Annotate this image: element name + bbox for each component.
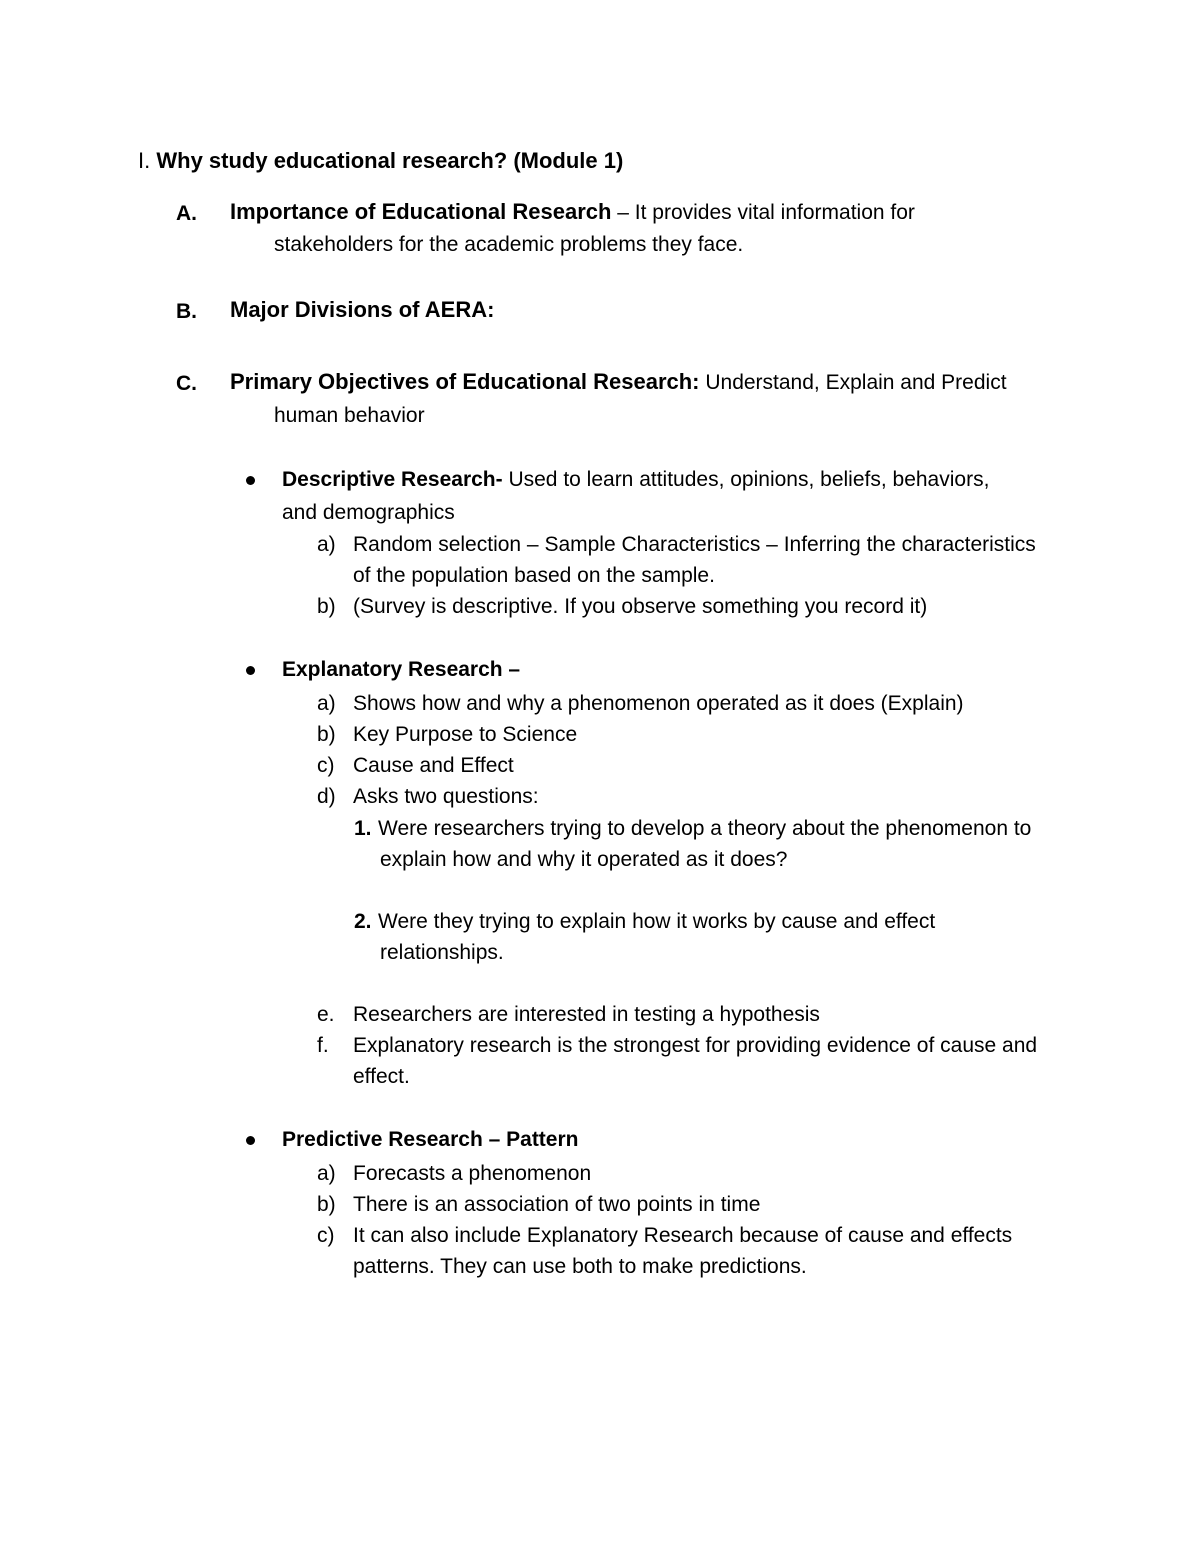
descriptive-item-a-line1: Random selection – Sample Characteristics – Inferring the characteristics	[353, 533, 1036, 556]
explanatory-item-f-line1: Explanatory research is the strongest for providing evidence of cause and	[353, 1034, 1038, 1057]
heading	[138, 150, 623, 172]
predictive-item-b-text: There is an association of two points in time	[353, 1193, 761, 1216]
heading-prefix: I.	[138, 148, 151, 173]
section-c-line1	[230, 371, 1007, 393]
section-a-marker: A.	[176, 202, 197, 225]
question-2-line2: relationships.	[380, 941, 504, 964]
explanatory-item-b-marker: b)	[317, 723, 336, 746]
section-a-title: Importance of Educational Research	[230, 199, 612, 224]
section-c-title: Primary Objectives of Educational Research:	[230, 369, 700, 394]
descriptive-text: Used to learn attitudes, opinions, beliefs, behaviors,	[502, 468, 990, 491]
section-c-marker: C.	[176, 372, 197, 395]
predictive-item-a-marker: a)	[317, 1162, 336, 1185]
explanatory-item-b-text: Key Purpose to Science	[353, 723, 578, 746]
explanatory-item-c-text: Cause and Effect	[353, 754, 514, 777]
predictive-item-c-line2: patterns. They can use both to make predictions.	[353, 1255, 807, 1278]
descriptive-title: Descriptive Research-	[282, 468, 503, 491]
explanatory-title: Explanatory Research –	[282, 658, 521, 681]
descriptive-line1	[282, 469, 989, 490]
explanatory-item-a-text: Shows how and why a phenomenon operated as it does (Explain)	[353, 692, 964, 715]
predictive-item-b-marker: b)	[317, 1193, 336, 1216]
predictive-title: Predictive Research – Pattern	[282, 1128, 579, 1151]
explanatory-item-a-marker: a)	[317, 692, 336, 715]
explanatory-item-d-text: Asks two questions:	[353, 785, 539, 808]
explanatory-item-c-marker: c)	[317, 754, 335, 777]
bullet-icon	[246, 666, 255, 675]
section-b-marker: B.	[176, 300, 197, 323]
section-c-text: Understand, Explain and Predict	[699, 371, 1007, 394]
question-1-line1: Were researchers trying to develop a theory about the phenomenon to	[378, 817, 1032, 840]
predictive-item-a-text: Forecasts a phenomenon	[353, 1162, 592, 1185]
bullet-icon	[246, 1136, 255, 1145]
explanatory-item-d-marker: d)	[317, 785, 336, 808]
question-1-line2: explain how and why it operated as it does?	[380, 848, 788, 871]
section-a-text: – It provides vital information for	[611, 201, 915, 224]
question-2-line1: Were they trying to explain how it works by cause and effect	[378, 910, 936, 933]
explanatory-item-e-marker: e.	[317, 1003, 335, 1026]
descriptive-item-a-line2: of the population based on the sample.	[353, 564, 715, 587]
section-a-line1	[230, 201, 915, 223]
descriptive-item-a-marker: a)	[317, 533, 336, 556]
explanatory-item-f-marker: f.	[317, 1034, 329, 1057]
descriptive-text-line2: and demographics	[282, 501, 455, 524]
section-a-text-line2: stakeholders for the academic problems they face.	[274, 233, 744, 256]
heading-title: Why study educational research? (Module 1)	[156, 148, 624, 173]
explanatory-item-e-text: Researchers are interested in testing a hypothesis	[353, 1003, 820, 1026]
descriptive-item-b-marker: b)	[317, 595, 336, 618]
explanatory-item-f-line2: effect.	[353, 1065, 410, 1088]
predictive-item-c-line1: It can also include Explanatory Research because of cause and effects	[353, 1224, 1013, 1247]
section-c-text-line2: human behavior	[274, 404, 425, 427]
section-b-title: Major Divisions of AERA:	[230, 297, 495, 322]
bullet-icon	[246, 476, 255, 485]
question-1-marker: 1.	[354, 817, 372, 840]
predictive-item-c-marker: c)	[317, 1224, 335, 1247]
descriptive-item-b-line1: (Survey is descriptive. If you observe something you record it)	[353, 595, 928, 618]
question-2-marker: 2.	[354, 910, 372, 933]
